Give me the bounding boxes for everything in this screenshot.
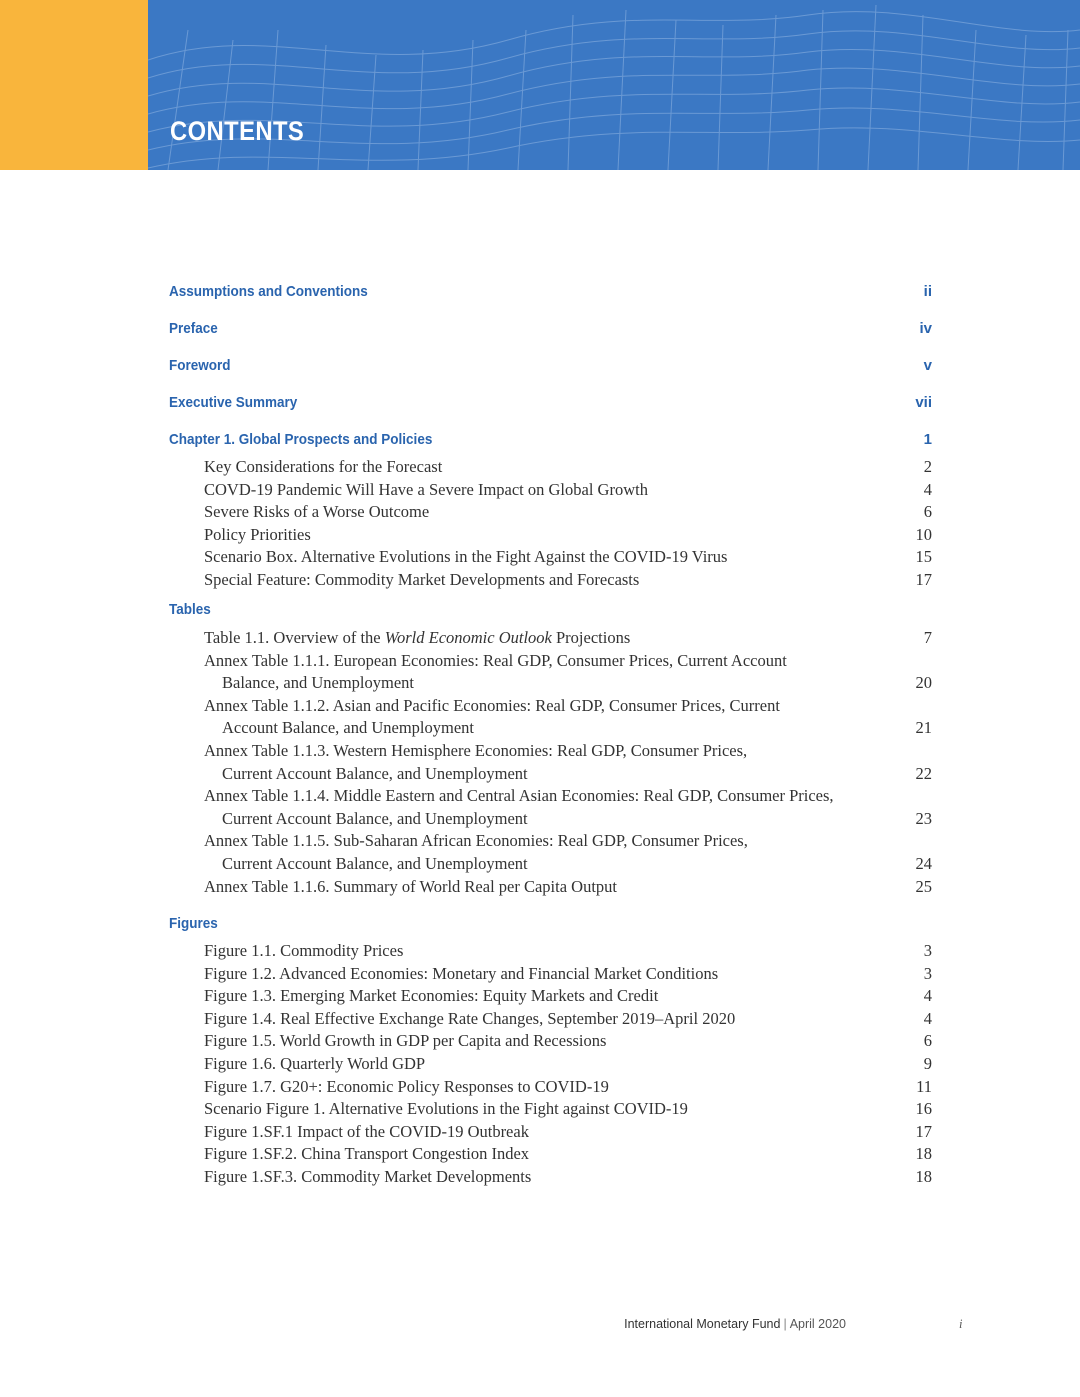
- toc-entry-title: Figure 1.6. Quarterly World GDP: [204, 1054, 426, 1073]
- toc-entry-page: 15: [915, 547, 932, 567]
- toc-entry-page: 24: [915, 853, 932, 873]
- toc-entry-title: Figure 1.7. G20+: Economic Policy Responses to COVID-19: [204, 1076, 609, 1096]
- toc-entry-page: 3: [923, 963, 932, 983]
- toc-entry-page: 6: [923, 502, 932, 522]
- toc-section-title: Figures: [169, 915, 218, 932]
- toc-entry-page: 16: [915, 1099, 932, 1119]
- toc-entry-page: 4: [923, 1008, 932, 1028]
- toc-entry[interactable]: [204, 1143, 932, 1166]
- toc-entry-title: Annex Table 1.1.6. Summary of World Real per Capita Output: [204, 876, 617, 896]
- toc-entry-title-line1: Annex Table 1.1.1. European Economies: Real GDP, Consumer Prices, Current Account: [204, 650, 787, 670]
- toc-entry-title: Scenario Figure 1. Alternative Evolutions in the Fight against COVID-19: [204, 1099, 688, 1119]
- toc-entry-title: Special Feature: Commodity Market Developments and Forecasts: [204, 570, 640, 589]
- toc-entry-title-line2: Balance, and Unemployment: [222, 673, 414, 693]
- toc-section-executive-summary[interactable]: [169, 390, 932, 416]
- toc-section-page: ii: [923, 283, 932, 300]
- toc-entry[interactable]: [204, 650, 932, 695]
- toc-section-preface[interactable]: [169, 316, 932, 342]
- toc-entry-title: Figure 1.3. Emerging Market Economies: Equity Markets and Credit: [204, 986, 659, 1006]
- toc-entry[interactable]: [204, 785, 932, 830]
- toc-section-title: Executive Summary: [169, 394, 298, 411]
- toc-entry[interactable]: [204, 876, 932, 899]
- toc-entry-title-line2: Current Account Balance, and Unemployment: [222, 763, 528, 783]
- toc-entry-title: Figure 1.1. Commodity Prices: [204, 941, 404, 960]
- footer-date: April 2020: [789, 1317, 846, 1331]
- toc-entry-title-line2: Current Account Balance, and Unemployment: [222, 853, 528, 873]
- toc-entry-title-line1: Annex Table 1.1.5. Sub-Saharan African Economies: Real GDP, Consumer Prices,: [204, 831, 748, 851]
- toc-entry-title: Figure 1.SF.1 Impact of the COVID-19 Outbreak: [204, 1121, 529, 1141]
- toc-entry-title-line1: Annex Table 1.1.3. Western Hemisphere Economies: Real GDP, Consumer Prices,: [204, 741, 748, 760]
- toc-entry-page: 10: [915, 524, 932, 544]
- toc-entry-page: 4: [923, 479, 932, 499]
- toc-entry[interactable]: [204, 1166, 932, 1189]
- toc-entry-title: COVD-19 Pandemic Will Have a Severe Impact on Global Growth: [204, 479, 648, 499]
- footer-publisher: [624, 1317, 846, 1331]
- toc-entry-page: 21: [915, 718, 932, 738]
- toc-entry[interactable]: [204, 740, 932, 785]
- toc-entry[interactable]: [204, 1121, 932, 1144]
- toc-entry[interactable]: [204, 985, 932, 1008]
- toc-section-title: Chapter 1. Global Prospects and Policies: [169, 431, 433, 448]
- toc-section-title: Foreword: [169, 357, 231, 374]
- toc-entry[interactable]: [204, 695, 932, 740]
- page-title: CONTENTS: [170, 116, 305, 146]
- toc-entry-page: 3: [923, 941, 932, 960]
- toc-section-title: Preface: [169, 320, 218, 337]
- toc-entry-title: Figure 1.SF.2. China Transport Congestion Index: [204, 1144, 530, 1164]
- toc-entry-page: 7: [923, 628, 932, 647]
- toc-entry-title: Figure 1.SF.3. Commodity Market Developments: [204, 1167, 532, 1186]
- toc-section-title: Tables: [169, 601, 211, 618]
- toc-entry-page: 18: [915, 1144, 932, 1164]
- toc-entry-title-line2: Account Balance, and Unemployment: [222, 718, 475, 738]
- toc-entry-title-line1: Annex Table 1.1.2. Asian and Pacific Economies: Real GDP, Consumer Prices, Current: [204, 695, 780, 715]
- toc-entry-page: 20: [915, 673, 932, 693]
- toc-section-tables: [169, 597, 932, 623]
- toc-entry[interactable]: [204, 524, 932, 547]
- toc-section-page: 1: [923, 431, 932, 448]
- header-banner: [0, 0, 1080, 170]
- toc-entry-title: Figure 1.2. Advanced Economies: Monetary and Financial Market Conditions: [204, 963, 719, 983]
- toc-entry-page: 22: [915, 763, 932, 783]
- toc-entry-title: Scenario Box. Alternative Evolutions in the Fight Against the COVID-19 Virus: [204, 547, 728, 567]
- toc-entry[interactable]: [204, 479, 932, 502]
- toc-entry-title: Figure 1.4. Real Effective Exchange Rate Changes, September 2019–April 2020: [204, 1008, 736, 1028]
- toc-entry[interactable]: [204, 569, 932, 592]
- toc-section-assumptions[interactable]: [169, 279, 932, 305]
- toc-entry-page: 4: [923, 986, 932, 1006]
- toc-entry[interactable]: [204, 963, 932, 986]
- toc-entry[interactable]: [204, 1098, 932, 1121]
- toc-entry-page: 6: [923, 1031, 932, 1051]
- toc-entry[interactable]: [204, 456, 932, 479]
- toc-section-chapter-1[interactable]: [169, 427, 932, 453]
- toc-section-figures: [169, 911, 932, 937]
- orange-accent-block: [0, 0, 148, 170]
- toc-section-page: vii: [915, 394, 932, 411]
- toc-section-page: iv: [919, 320, 932, 337]
- toc-section-foreword[interactable]: [169, 353, 932, 379]
- toc-section-title: Assumptions and Conventions: [169, 283, 368, 300]
- toc-entry[interactable]: [204, 546, 932, 569]
- toc-section-page: v: [923, 357, 932, 374]
- toc-entry[interactable]: [204, 627, 932, 650]
- toc-entry-page: 2: [923, 457, 932, 476]
- page-footer: [0, 1317, 1080, 1337]
- footer-page-number: i: [959, 1317, 963, 1331]
- footer-organization: International Monetary Fund: [624, 1317, 781, 1331]
- toc-entry-page: 18: [915, 1167, 932, 1186]
- toc-entry[interactable]: [204, 1053, 932, 1076]
- toc-entry-title: Figure 1.5. World Growth in GDP per Capita and Recessions: [204, 1031, 607, 1051]
- toc-entry-page: 17: [915, 570, 932, 589]
- toc-entry[interactable]: [204, 940, 932, 963]
- toc-entry[interactable]: [204, 1008, 932, 1031]
- toc-entry-title: Severe Risks of a Worse Outcome: [204, 502, 430, 522]
- toc-entry[interactable]: [204, 830, 932, 875]
- toc-entry-title-line1: Annex Table 1.1.4. Middle Eastern and Central Asian Economies: Real GDP, Consumer Prices,: [204, 786, 834, 806]
- toc-entry-title: Policy Priorities: [204, 524, 311, 544]
- footer-separator: |: [783, 1317, 787, 1331]
- toc-entry[interactable]: [204, 1030, 932, 1053]
- toc-entry-page: 23: [915, 808, 932, 828]
- toc-entry-title-line2: Current Account Balance, and Unemployment: [222, 808, 528, 828]
- toc-entry[interactable]: [204, 501, 932, 524]
- toc-entry-page: 25: [915, 876, 932, 896]
- toc-entry-title: Key Considerations for the Forecast: [204, 457, 443, 476]
- toc-entry-page: 9: [923, 1054, 932, 1073]
- toc-entry-title: Table 1.1. Overview of the World Economic Outlook Projections: [204, 628, 631, 647]
- toc-entry-page: 11: [916, 1076, 932, 1096]
- toc-entry-page: 17: [915, 1121, 932, 1141]
- toc-entry[interactable]: [204, 1076, 932, 1099]
